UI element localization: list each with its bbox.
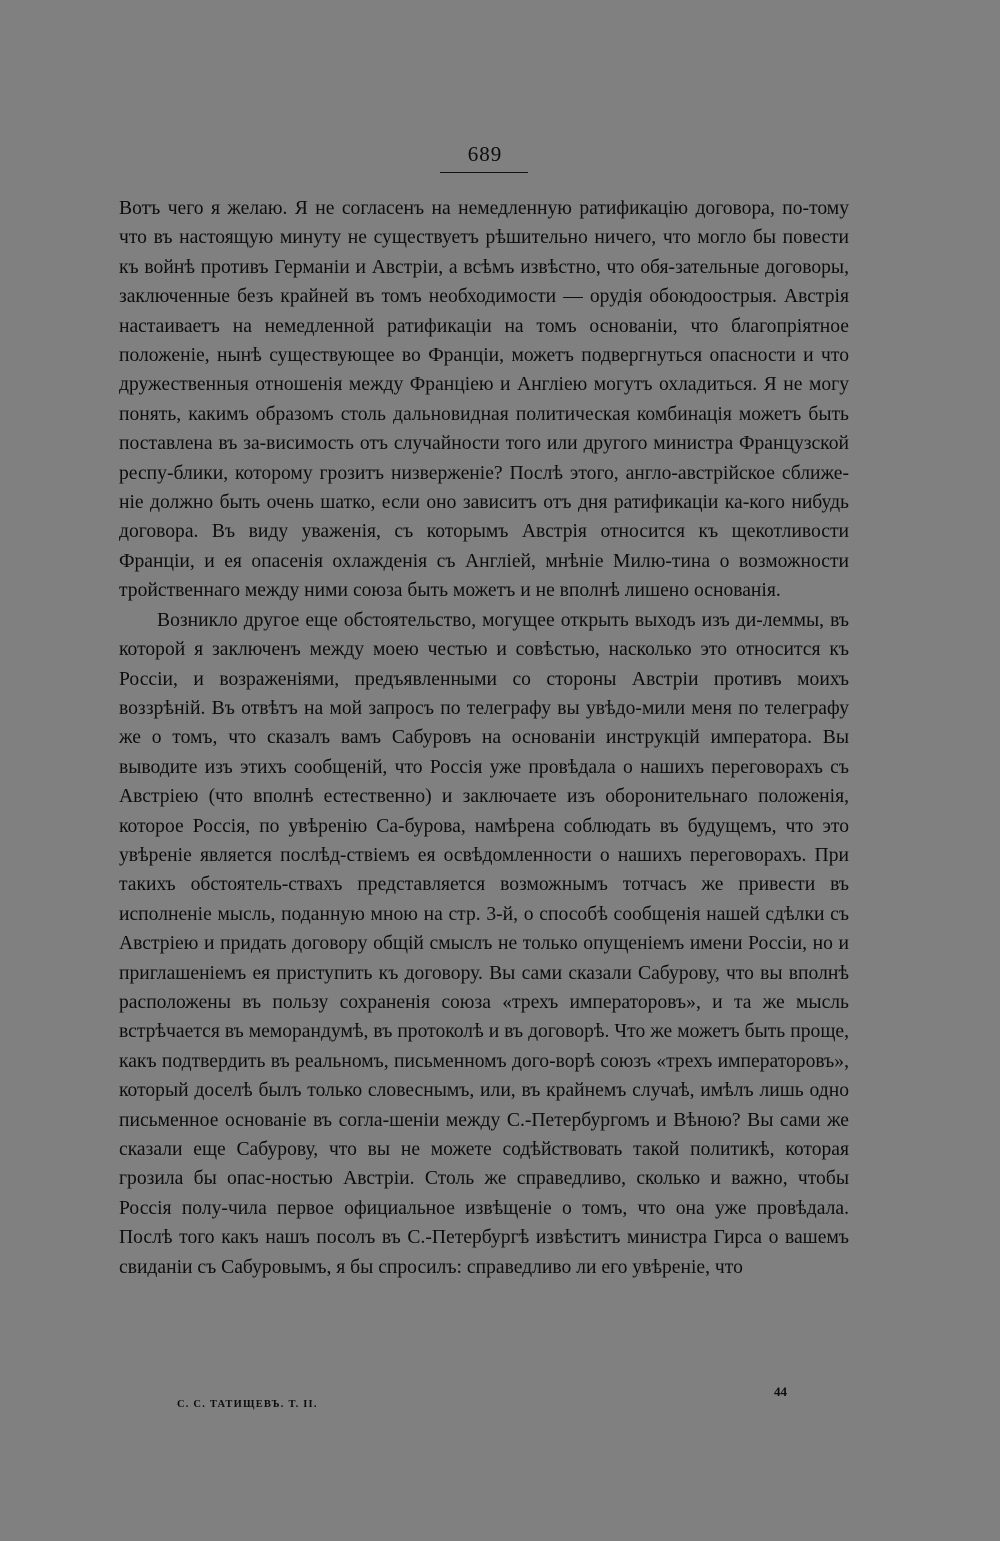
page-number-rule (440, 172, 528, 173)
body-text (119, 194, 849, 1282)
footer-signature-mark: 44 (774, 1384, 787, 1399)
page-number: 689 (467, 142, 503, 166)
footer-author-line: С. С. ТАТИЩЕВЪ. Т. II. (177, 1399, 318, 1410)
paragraph-1: Вотъ чего я желаю. Я не согласенъ на немедленную ратификацію договора, по-тому что въ настоящую минуту не существуетъ рѣшительно ничего, что могло бы повести къ войнѣ противъ Германіи и Австріи, а всѣмъ извѣстно, что обя-зательные договоры, заключенные безъ крайней въ томъ необходимости — орудія обоюдоострыя. Австрія настаиваетъ на немедленной ратификаціи на томъ основаніи, что благопріятное положеніе, нынѣ существующее во Франціи, можетъ подвергнуться опасности и что дружественныя отношенія между Франціею и Англіею могутъ охладиться. Я не могу понять, какимъ образомъ столь дальновидная политическая комбинація можетъ быть поставлена въ за-висимость отъ случайности того или другого министра Французской респу-блики, которому грозитъ низверженіе? Послѣ этого, англо-австрійское сближе-ніе должно быть очень шатко, если оно зависитъ отъ дня ратификаціи ка-кого нибудь договора. Въ виду уваженія, съ которымъ Австрія относится къ щекотливости Франціи, и ея опасенія охлажденія съ Англіей, мнѣніе Милю-тина о возможности тройственнаго между ними союза быть можетъ и не вполнѣ лишено основанія. (119, 198, 849, 602)
paragraph-2: Возникло другое еще обстоятельство, могущее открыть выходъ изъ ди-леммы, въ которой я заключенъ между моею честью и совѣстью, насколько это относится къ Россіи, и возраженіями, предъявленными со стороны Австріи противъ моихъ воззрѣній. Въ отвѣтъ на мой запросъ по телеграфу вы увѣдо-мили меня по телеграфу же о томъ, что сказалъ вамъ Сабуровъ на основаніи инструкцій императора. Вы выводите изъ этихъ сообщеній, что Россія уже провѣдала о нашихъ переговорахъ съ Австріею (что вполнѣ естественно) и заключаете изъ оборонительнаго положенія, которое Россія, по увѣренію Са-бурова, намѣрена соблюдать въ будущемъ, что это увѣреніе является послѣд-ствіемъ ея освѣдомленности о нашихъ переговорахъ. При такихъ обстоятель-ствахъ представляется возможнымъ тотчасъ же привести въ исполненіе мысль, поданную мною на стр. 3-й, о способѣ сообщенія нашей сдѣлки съ Австріею и придать договору общій смыслъ не только опущеніемъ имени Россіи, но и приглашеніемъ ея приступить къ договору. Вы сами сказали Сабурову, что вы вполнѣ расположены въ пользу сохраненія союза «трехъ императоровъ», и та же мысль встрѣчается въ меморандумѣ, въ протоколѣ и въ договорѣ. Что же можетъ быть проще, какъ подтвердить въ реальномъ, письменномъ дого-ворѣ союзъ «трехъ императоровъ», который доселѣ былъ только словеснымъ, или, въ крайнемъ случаѣ, имѣлъ лишь одно письменное основаніе въ согла-шеніи между С.-Петербургомъ и Вѣною? Вы сами же сказали еще Сабурову, что вы не можете содѣйствовать такой политикѣ, которая грозила бы опас-ностью Австріи. Столь же справедливо, сколько и важно, чтобы Россія полу-чила первое официальное извѣщеніе о томъ, что она уже провѣдала. Послѣ того какъ нашъ посолъ въ С.-Петербургѣ извѣститъ министра Гирса о вашемъ свиданіи съ Сабуровымъ, я бы спросилъ: справедливо ли его увѣреніе, что (119, 609, 849, 1278)
